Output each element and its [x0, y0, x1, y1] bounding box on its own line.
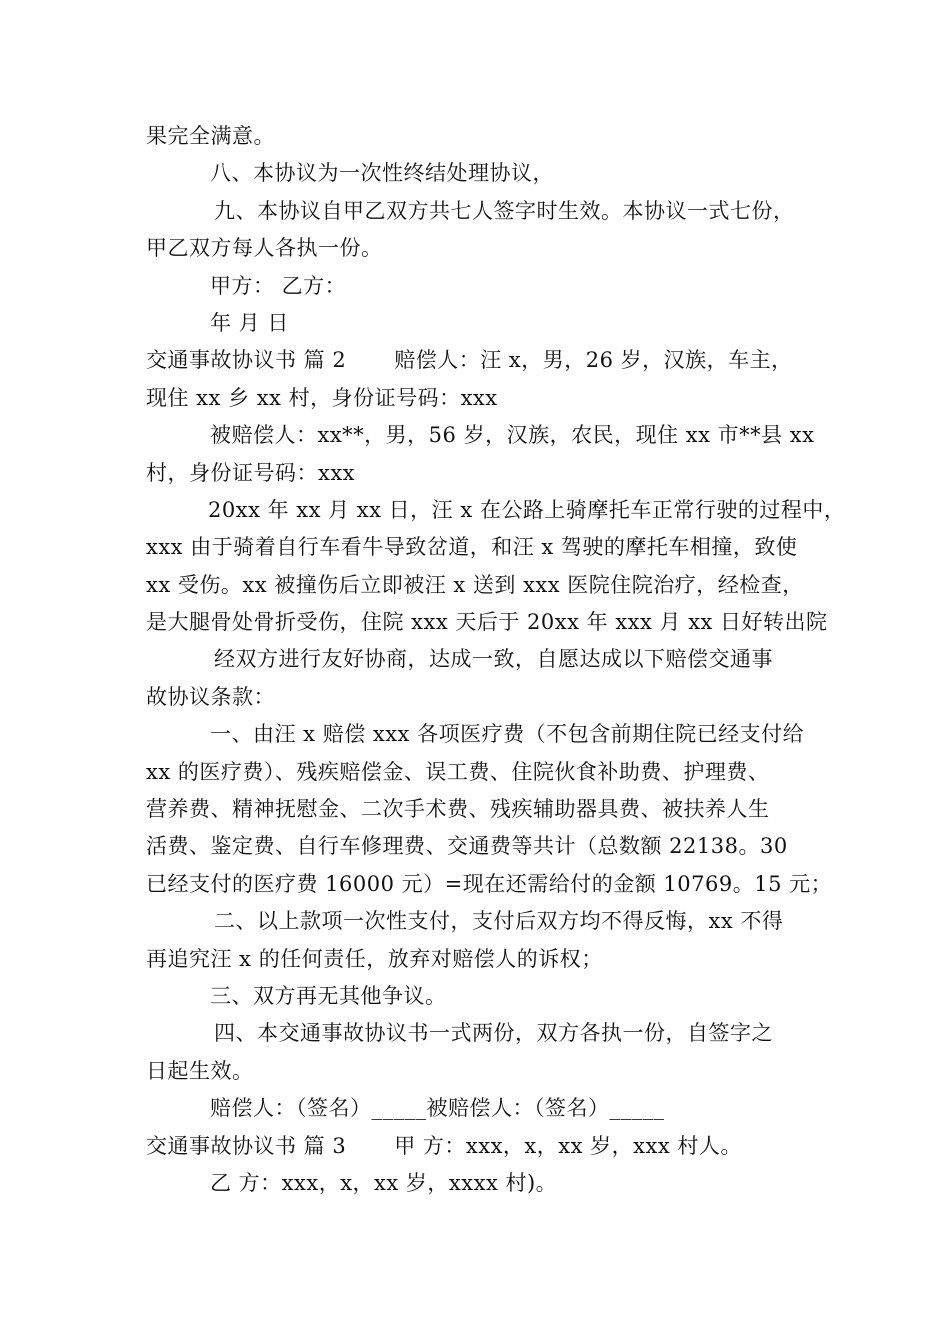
- compensated-info: 被赔偿人：xx**，男，56 岁，汉族，农民，现住 xx 市**县 xx: [210, 423, 815, 448]
- term-two: 二、以上款项一次性支付，支付后双方均不得反悔，xx 不得: [214, 909, 784, 934]
- text-line: 村，身份证号码：xxx: [146, 460, 356, 485]
- party-b-info: 乙 方：xxx，x，xx 岁，xxxx 村)。: [210, 1170, 558, 1195]
- text-line: 果完全满意。: [146, 124, 275, 148]
- text-line: xxx 由于骑着自行车看牛导致岔道，和汪 x 驾驶的摩托车相撞，致使: [146, 535, 798, 560]
- text-line: 甲乙双方每人各执一份。: [146, 236, 383, 261]
- section-heading-line: [146, 342, 812, 379]
- clause-eight: 八、本协议为一次性终结处理协议，: [210, 161, 554, 186]
- party-signature-line: 甲方： 乙方：: [210, 273, 347, 298]
- term-three: 三、双方再无其他争议。: [210, 983, 447, 1008]
- signature-line: 赔偿人：（签名）_____被赔偿人：（签名）_____: [210, 1096, 665, 1121]
- term-one: 一、由汪 x 赔偿 xxx 各项医疗费（不包含前期住院已经支付给: [210, 722, 805, 747]
- negotiation-paragraph: 经双方进行友好协商，达成一致，自愿达成以下赔偿交通事: [214, 647, 773, 672]
- text-line: 活费、鉴定费、自行车修理费、交通费等共计（总数额 22138。30: [146, 834, 788, 859]
- text-line: 故协议条款：: [146, 684, 275, 709]
- party-a-info: 甲 方：xxx，x，xx 岁，xxx 村人。: [394, 1133, 742, 1158]
- section-heading-line: [146, 1128, 812, 1165]
- text-line: xx 受伤。xx 被撞伤后立即被汪 x 送到 xxx 医院住院治疗，经检查，: [146, 572, 804, 597]
- clause-nine: 九、本协议自甲乙双方共七人签字时生效。本协议一式七份，: [214, 198, 795, 223]
- section-heading: 交通事故协议书 篇 3: [146, 1133, 347, 1158]
- text-line: 现住 xx 乡 xx 村，身份证号码：xxx: [146, 385, 498, 410]
- term-four: 四、本交通事故协议书一式两份，双方各执一份，自签字之: [214, 1021, 773, 1046]
- text-line: xx 的医疗费）、残疾赔偿金、误工费、住院伙食补助费、护理费、: [146, 759, 770, 784]
- text-line: 营养费、精神抚慰金、二次手术费、残疾辅助器具费、被扶养人生: [146, 797, 770, 822]
- compensator-info: 赔偿人：汪 x，男，26 岁，汉族，车主，: [394, 348, 793, 373]
- incident-paragraph: 20xx 年 xx 月 xx 日，汪 x 在公路上骑摩托车正常行驶的过程中，: [208, 497, 846, 522]
- date-line: 年 月 日: [210, 310, 289, 335]
- document-body: [146, 118, 846, 1202]
- text-line: 日起生效。: [146, 1058, 254, 1083]
- text-line: 再追究汪 x 的任何责任，放弃对赔偿人的诉权；: [146, 946, 603, 971]
- text-line: 已经支付的医疗费 16000 元）=现在还需给付的金额 10769。15 元；: [146, 871, 833, 896]
- section-heading: 交通事故协议书 篇 2: [146, 348, 347, 373]
- text-line: 是大腿骨处骨折受伤，住院 xxx 天后于 20xx 年 xxx 月 xx 日好转出院: [146, 610, 828, 635]
